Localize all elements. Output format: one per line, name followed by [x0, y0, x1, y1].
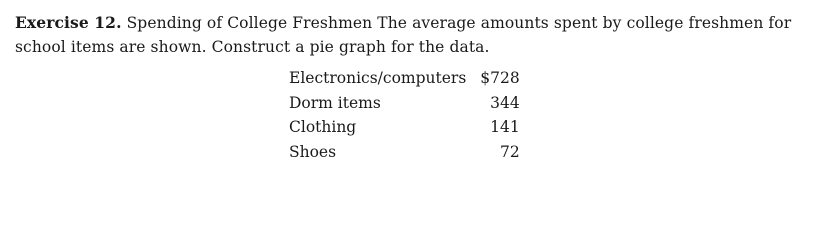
item-amount: $728 [480, 69, 520, 88]
exercise-paragraph [15, 11, 810, 59]
table-row [284, 91, 520, 116]
exercise-title: Spending of College Freshmen [126, 14, 373, 32]
table-row [284, 140, 520, 165]
item-amount: 344 [490, 93, 520, 112]
table-row [284, 66, 520, 91]
item-label: Electronics/computers [289, 69, 467, 88]
table-row [284, 115, 520, 140]
item-label: Clothing [289, 118, 357, 137]
exercise-body: The average amounts spent by college freshmen for school items are shown. Construct a pie graph for the data. [15, 14, 792, 56]
item-amount: 72 [500, 142, 520, 161]
item-amount: 141 [490, 118, 520, 137]
spending-table [284, 66, 520, 164]
exercise-heading: Exercise 12. [15, 13, 122, 32]
item-label: Shoes [289, 142, 337, 161]
item-label: Dorm items [289, 93, 381, 112]
